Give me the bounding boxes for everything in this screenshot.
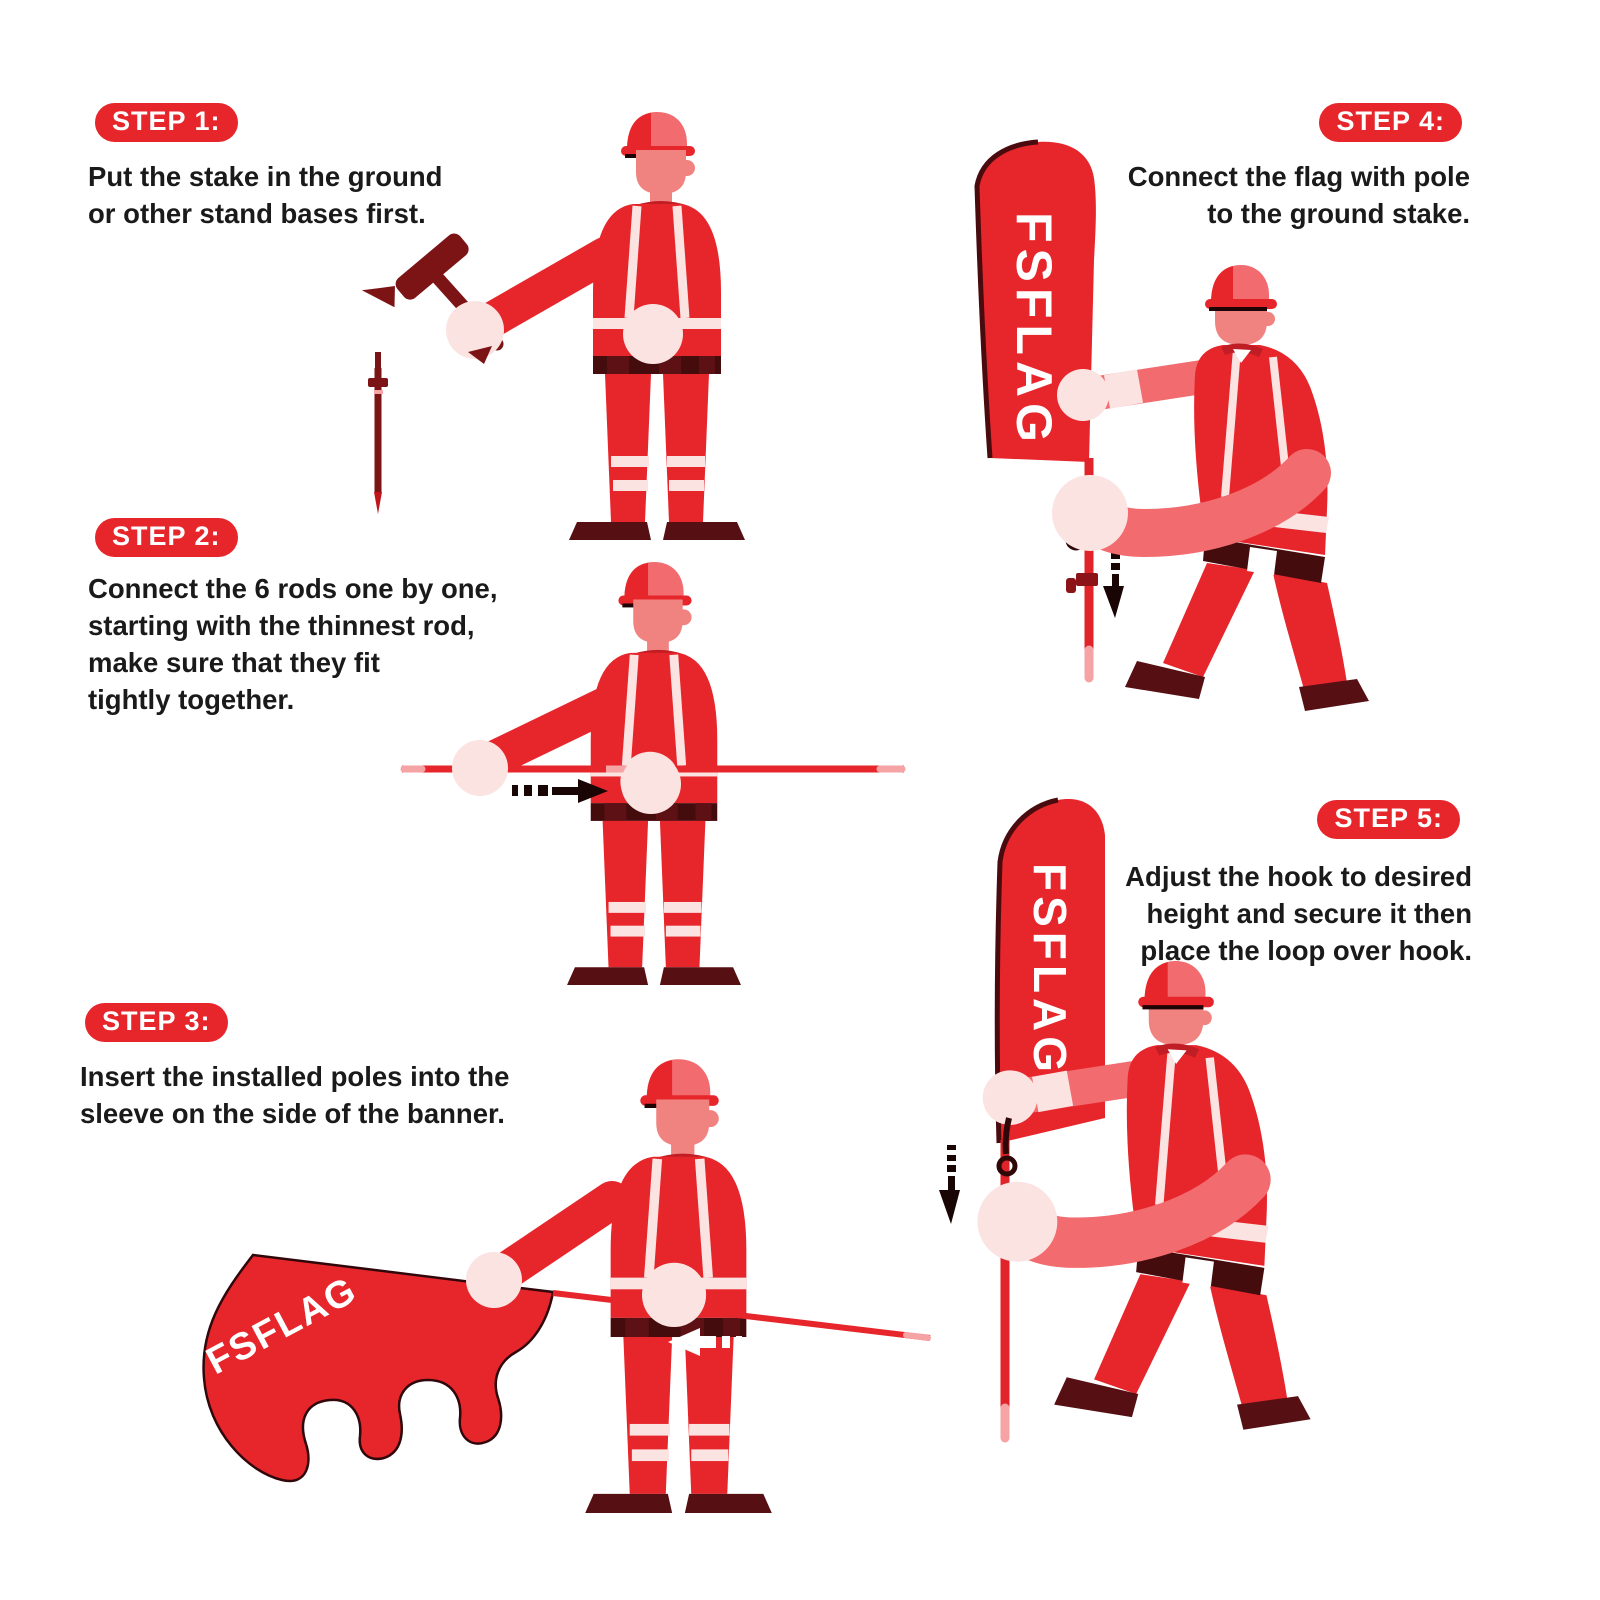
worker-arm <box>483 255 605 325</box>
worker-hand <box>466 1252 522 1308</box>
instruction-line: Connect the 6 rods one by one, <box>88 573 498 604</box>
flag-label: FSFLAG <box>1006 212 1062 448</box>
instruction-line: place the loop over hook. <box>1140 935 1472 966</box>
step-5-instructions <box>1125 858 1472 969</box>
step-2-badge: STEP 2: <box>95 518 238 557</box>
step-2-instructions <box>88 570 498 718</box>
ground-stake-icon <box>368 352 388 514</box>
step-4-badge: STEP 4: <box>1319 103 1462 142</box>
arrow-down-icon <box>939 1145 960 1224</box>
instruction-line: Insert the installed poles into the <box>80 1061 510 1092</box>
worker-hand <box>642 1263 706 1327</box>
step-5-badge: STEP 5: <box>1317 800 1460 839</box>
flag-label: FSFLAG <box>1024 863 1076 1077</box>
instruction-line: make sure that they fit <box>88 647 380 678</box>
step-1-instructions <box>88 158 442 232</box>
worker-hand <box>621 754 681 814</box>
instruction-line: Connect the flag with pole <box>1127 161 1470 192</box>
instruction-line: Put the stake in the ground <box>88 161 443 192</box>
step-3-instructions <box>80 1058 509 1132</box>
instruction-line: Adjust the hook to desired <box>1125 861 1472 892</box>
instruction-line: sleeve on the side of the banner. <box>80 1098 505 1129</box>
step-1-badge: STEP 1: <box>95 103 238 142</box>
instruction-line: height and secure it then <box>1146 898 1472 929</box>
instruction-line: to the ground stake. <box>1207 198 1470 229</box>
worker-hand <box>452 740 508 796</box>
instruction-line: tightly together. <box>88 684 295 715</box>
worker-front-step-1 <box>569 112 745 540</box>
step-4-instructions <box>1128 158 1470 232</box>
flag-label: FSFLAG <box>199 1268 365 1384</box>
worker-lean-step-4 <box>1052 265 1369 711</box>
worker-arm <box>505 1200 612 1272</box>
step-3-badge: STEP 3: <box>85 1003 228 1042</box>
worker-arm <box>487 705 605 762</box>
instruction-line: or other stand bases first. <box>88 198 426 229</box>
instruction-line: starting with the thinnest rod, <box>88 610 475 641</box>
